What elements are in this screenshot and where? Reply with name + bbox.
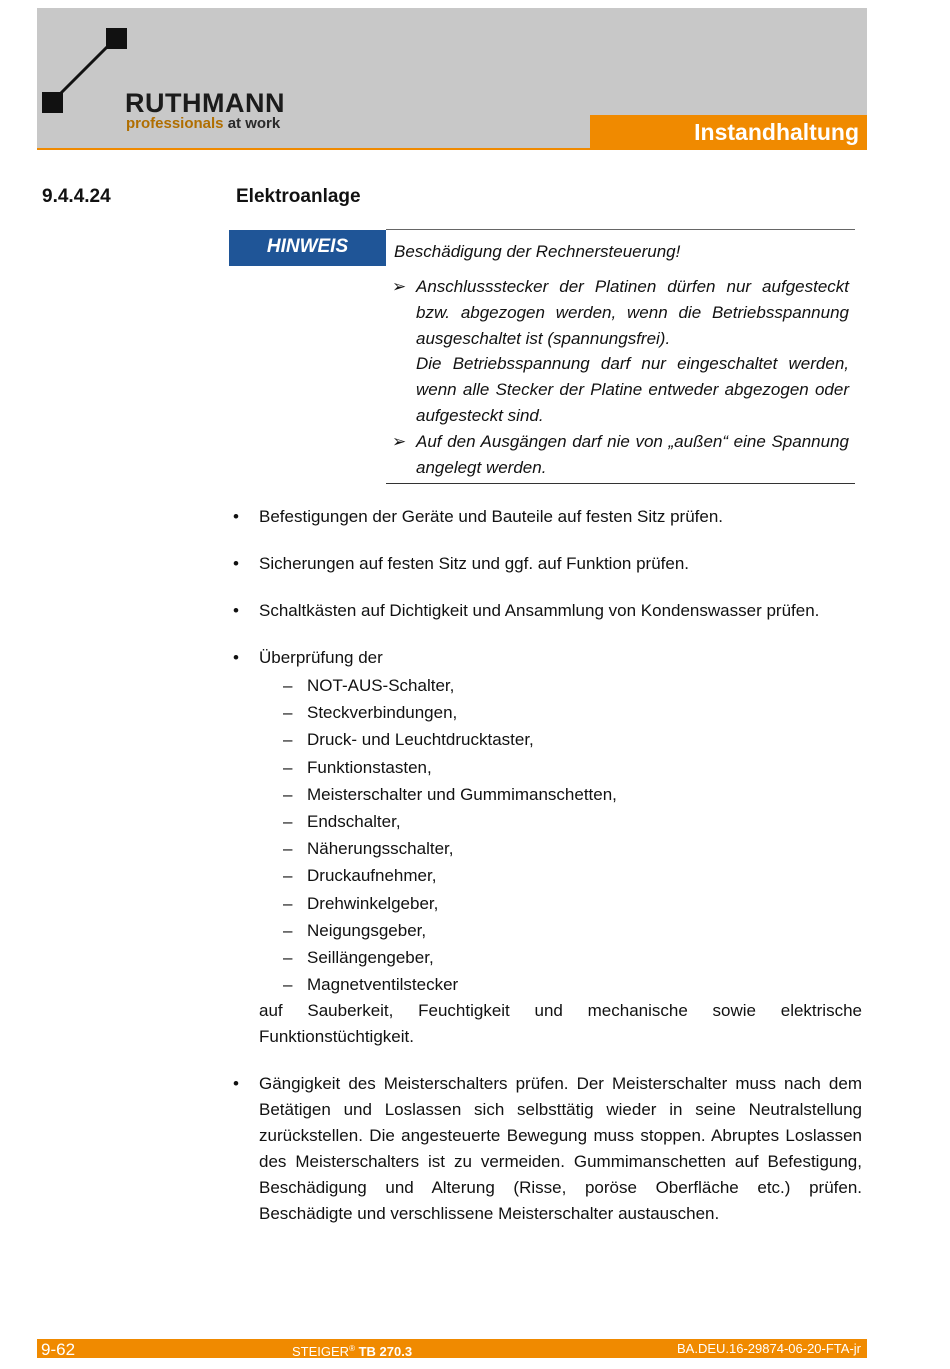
bullet-item (233, 551, 862, 577)
notice-title: Beschädigung der Rechnersteuerung! (394, 242, 681, 261)
notice-item-text: Auf den Ausgängen darf nie von „außen“ eine Spannung angelegt werden. (416, 431, 849, 477)
bullet-dot-icon: • (233, 1074, 239, 1094)
brand-name: RUTHMANN (125, 88, 285, 118)
list-item: – Druckaufnehmer, (283, 866, 437, 886)
notice-item-text: Die Betriebsspannung darf nur eingeschaltet werden, wenn alle Stecker der Platine entweder abgezogen oder aufgesteckt sind. (416, 354, 849, 425)
bullet-text-continued: auf Sauberkeit, Feuchtigkeit und mechanische sowie elektrische Funktionstüchtigkeit. (259, 1001, 862, 1047)
bullet-dot-icon: • (233, 507, 239, 526)
document-id: BA.DEU.16-29874-06-20-FTA-jr (677, 1341, 861, 1356)
ruthmann-logo-icon (40, 26, 130, 116)
chapter-tab: Instandhaltung (590, 115, 867, 150)
notice-divider-top (386, 229, 855, 230)
bullet-item (233, 645, 862, 1050)
notice-divider-bottom (386, 483, 855, 484)
main-content (233, 504, 862, 1248)
notice-item (392, 429, 849, 481)
list-item: – Endschalter, (283, 812, 401, 832)
bullet-text: Schaltkästen auf Dichtigkeit und Ansammlung von Kondenswasser prüfen. (259, 601, 820, 620)
section-number: 9.4.4.24 (42, 186, 111, 207)
brand-tagline (126, 116, 280, 132)
bullet-item (233, 504, 862, 530)
list-item: – NOT-AUS-Schalter, (283, 676, 455, 695)
list-item: – Näherungsschalter, (283, 839, 454, 859)
list-item: – Drehwinkelgeber, (283, 893, 439, 913)
bullet-dot-icon: • (233, 648, 239, 667)
bullet-text: Sicherungen auf festen Sitz und ggf. auf Funktion prüfen. (259, 554, 690, 573)
product-name: STEIGER® TB 270.3 (292, 1344, 413, 1359)
bullet-item (233, 598, 862, 624)
bullet-dot-icon: • (233, 554, 239, 573)
notice-item (392, 351, 849, 428)
tagline-part-1: professionals (126, 115, 224, 132)
notice-label: HINWEIS (229, 230, 386, 266)
list-item: – Funktionstasten, (283, 757, 432, 777)
list-item: – Steckverbindungen, (283, 703, 458, 723)
list-item: – Druck- und Leuchtdrucktaster, (283, 730, 534, 750)
notice-body (392, 274, 849, 480)
tagline-part-2: at work (223, 115, 281, 132)
notice-item-text: Anschlussstecker der Platinen dürfen nur aufgesteckt bzw. abgezogen werden, wenn die Betriebsspannung ausgeschaltet ist (spannungsfrei). (416, 277, 849, 348)
bullet-item (233, 1071, 862, 1227)
check-list (259, 672, 862, 998)
bullet-text: Überprüfung der (259, 648, 383, 667)
notice-item (392, 274, 849, 351)
section-title: Elektroanlage (236, 186, 361, 207)
list-item: – Meisterschalter und Gummimanschetten, (283, 784, 617, 804)
list-item: – Seillängengeber, (283, 948, 434, 968)
arrow-bullet-icon: ➢ (392, 277, 407, 296)
page-number: 9-62 (41, 1340, 76, 1359)
bullet-text: Befestigungen der Geräte und Bauteile auf festen Sitz prüfen. (259, 507, 724, 526)
list-item: – Neigungsgeber, (283, 920, 427, 940)
footer-bar (37, 1339, 867, 1358)
arrow-bullet-icon: ➢ (392, 431, 407, 451)
list-item: – Magnetventilstecker (283, 975, 459, 995)
bullet-text: Gängigkeit des Meisterschalters prüfen. Der Meisterschalter muss nach dem Betätigen und Loslassen sich selbsttätig wieder in seine Neutralstellung zurückstellen. Die angesteuerte Bewegung muss stoppen. Abruptes Loslassen des Meisterschalters ist zu vermeiden. Gummimanschetten auf Befestigung, Beschädigung und Alterung (Risse, poröse Oberfläche etc.) prüfen. Beschädigte und verschlissene Meisterschalter austauschen. (259, 1074, 862, 1224)
bullet-dot-icon: • (233, 601, 239, 620)
